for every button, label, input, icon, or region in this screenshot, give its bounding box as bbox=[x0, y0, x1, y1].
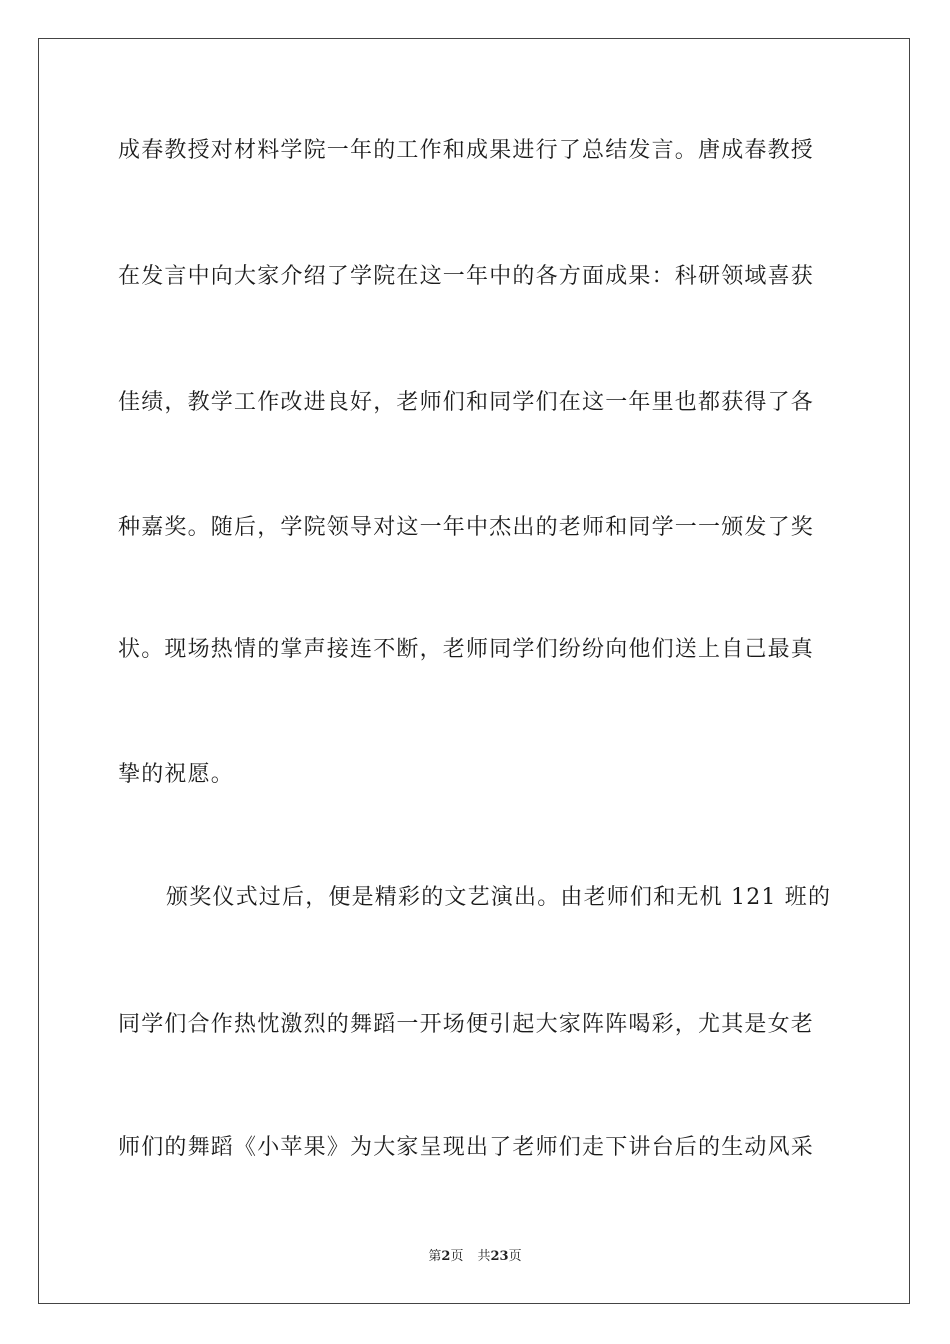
page-prefix: 第 bbox=[428, 1249, 442, 1264]
total-suffix: 页 bbox=[508, 1249, 522, 1264]
text-line-9: 师们的舞蹈《小苹果》为大家呈现出了老师们走下讲台后的生动风采 bbox=[118, 1135, 815, 1160]
text-line-6: 挚的祝愿。 bbox=[118, 762, 235, 787]
text-line-4: 种嘉奖。随后，学院领导对这一年中杰出的老师和同学一一颁发了奖 bbox=[118, 515, 815, 540]
page-number: 2 bbox=[441, 1249, 451, 1264]
paragraph-2-first-line: 颁奖仪式过后，便是精彩的文艺演出。由老师们和无机 121 班的 bbox=[166, 885, 832, 910]
total-pages: 23 bbox=[490, 1249, 509, 1264]
text-line-5: 状。现场热情的掌声接连不断，老师同学们纷纷向他们送上自己最真 bbox=[118, 637, 815, 662]
page-footer bbox=[0, 1248, 950, 1266]
text-line-3: 佳绩，教学工作改进良好，老师们和同学们在这一年里也都获得了各 bbox=[118, 390, 815, 415]
page-border bbox=[38, 38, 910, 1304]
total-prefix: 共 bbox=[477, 1249, 491, 1264]
page-suffix: 页 bbox=[450, 1249, 464, 1264]
text-line-8: 同学们合作热忱激烈的舞蹈一开场便引起大家阵阵喝彩，尤其是女老 bbox=[118, 1012, 815, 1037]
text-line-1: 成春教授对材料学院一年的工作和成果进行了总结发言。唐成春教授 bbox=[118, 138, 815, 163]
text-line-2: 在发言中向大家介绍了学院在这一年中的各方面成果：科研领域喜获 bbox=[118, 264, 815, 289]
